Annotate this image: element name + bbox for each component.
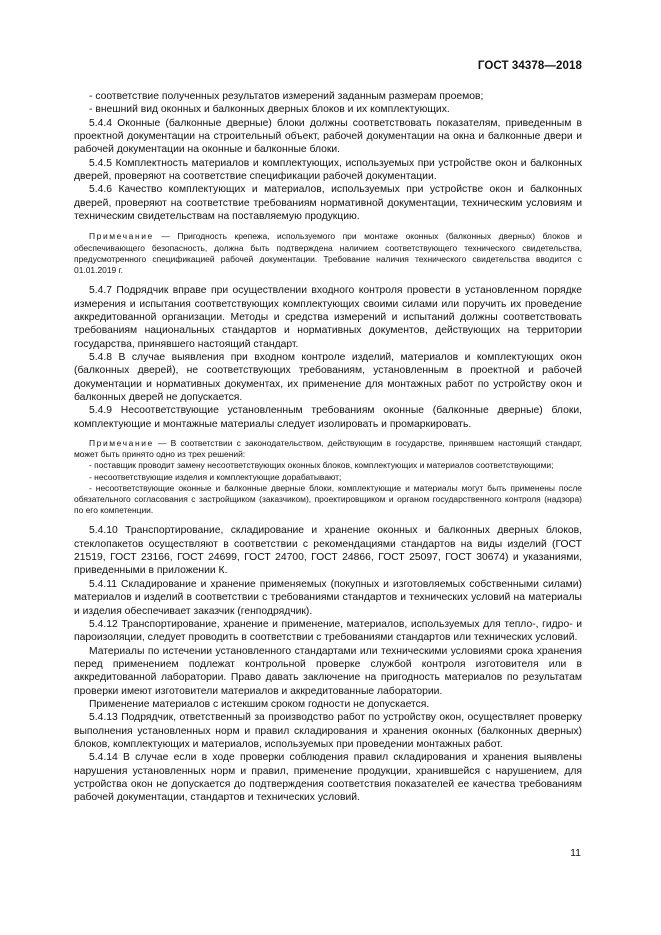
document-code: ГОСТ 34378—2018	[477, 60, 582, 72]
note-text: — Пригодность крепежа, используемого при монтаже оконных (балконных дверных) блоков и обеспечивающего безопасность, должна быть подтверждена наличием соответствующего технического свидетельства, предусмотренного спецификацией рабочей документации. Требование наличия технического свидетельства вводится с 01.01.2019 г.	[74, 231, 582, 276]
page-number: 11	[570, 847, 581, 859]
note-text: — В соответствии с законодательством, действующим в государстве, принявшем настоящий стандарт, может быть принято одно из трех решений:	[74, 438, 582, 460]
note-decisions	[74, 438, 582, 516]
list-item: - несоответствующие изделия и комплектующие дорабатывают;	[89, 471, 342, 482]
paragraph-5-4-9: 5.4.9 Несоответствующие установленным требованиям оконные (балконные дверные) блоки, комплектующие и монтажные материалы следует изолировать и промаркировать.	[74, 405, 582, 430]
list-item: - поставщик проводит замену несоответствующих оконных блоков, комплектующих и материалов соответствующими;	[89, 460, 554, 471]
list-item: - внешний вид оконных и балконных дверных блоков и их комплектующих.	[89, 104, 450, 116]
list-item: - соответствие полученных результатов измерений заданным размерам проемов;	[89, 91, 484, 102]
paragraph-5-4-5: 5.4.5 Комплектность материалов и комплектующих, используемых при устройстве окон и балконных дверей, проверяют на соответствие спецификации рабочей документации.	[74, 157, 582, 183]
note-label: Примечание	[89, 438, 154, 449]
note-fasteners	[74, 231, 582, 276]
document-body	[74, 90, 582, 805]
paragraph-5-4-6: 5.4.6 Качество комплектующих и материалов, используемых при устройстве окон и балконных дверей, проверяют на соответствие требованиям нормативной документации, техническим условиям и техническим свидетельствам на поставляемую продукцию.	[74, 184, 582, 223]
paragraph-materials: Материалы по истечении установленного стандартами или техническими условиями срока хранения перед применением подлежат контрольной проверке службой контроля изготовителя или в аккредитованной лаборатории. Право давать заключение на пригодность материалов по результатам проверки имеют изготовители материалов и аккредитованные лаборатории.	[74, 645, 582, 697]
paragraph-5-4-14: 5.4.14 В случае если в ходе проверки соблюдения правил складирования и хранения выявлены нарушения установленных норм и правил, применение продукции, хранившейся с нарушением, для устройства окон не допускается до подтверждения соответствия показателей ее качества требованиям рабочей документации, стандартов и технических условий.	[74, 752, 582, 804]
paragraph-5-4-7: 5.4.7 Подрядчик вправе при осуществлении входного контроля провести в установленном порядке измерения и испытания соответствующих комплектующих своими силами или поручить их проведение аккредитованной организации. Методы и средства измерений и испытаний должны соответствовать требованиям национальных стандартов и нормативных документов, действующих на территории государства, принявшего настоящий стандарт.	[74, 285, 582, 350]
note-intro	[74, 438, 582, 460]
paragraph-5-4-13: 5.4.13 Подрядчик, ответственный за производство работ по устройству окон, осуществляет проверку выполнения установленных норм и правил складирования и хранения оконных (балконных дверных) блоков, комплектующих и материалов, используемых при проведении монтажных работ.	[74, 712, 582, 750]
note-label: Примечание	[89, 231, 154, 242]
paragraph-5-4-11: 5.4.11 Складирование и хранение применяемых (покупных и изготовляемых собственными силами) материалов и изделий в соответствии с требованиями стандартов и технических условий на материалы и изделия обеспечивает заказчик (генподрядчик).	[74, 578, 582, 617]
paragraph-5-4-10: 5.4.10 Транспортирование, складирование и хранение оконных и балконных дверных блоков, стеклопакетов осуществляют в соответствии с рекомендациями стандартов на виды изделий (ГОСТ 21519, ГОСТ 23166, ГОСТ 24699, ГОСТ 24700, ГОСТ 24866, ГОСТ 25097, ГОСТ 30674) и указаниями, приведенными в приложении К.	[74, 525, 582, 577]
list-item: - несоответствующие оконные и балконные дверные блоки, комплектующие и материалы могут быть применены после обязательного согласования с застройщиком (заказчиком), проектировщиком и органом государственного контроля (надзора) по его компетенции.	[74, 482, 582, 516]
paragraph-5-4-8: 5.4.8 В случае выявления при входном контроле изделий, материалов и комплектующих окон (балконных дверей), не соответствующих требованиям, установленным в проектной и рабочей документации и нормативных документах, их применение для монтажных работ по устройству окон и балконных дверей не допускается.	[74, 351, 582, 403]
paragraph-5-4-12: 5.4.12 Транспортирование, хранение и применение, материалов, используемых для тепло-, гидро- и пароизоляции, следует проводить в соответствии с требованиями стандартов или технических условий.	[74, 618, 582, 644]
paragraph-expired: Применение материалов с истекшим сроком годности не допускается.	[89, 698, 430, 710]
paragraph-5-4-4: 5.4.4 Оконные (балконные дверные) блоки должны соответствовать показателям, приведенным в проектной документации на строительный объект, рабочей документации на окна и балконные двери и рабочей документации на оконные и балконные блоки.	[74, 117, 582, 156]
